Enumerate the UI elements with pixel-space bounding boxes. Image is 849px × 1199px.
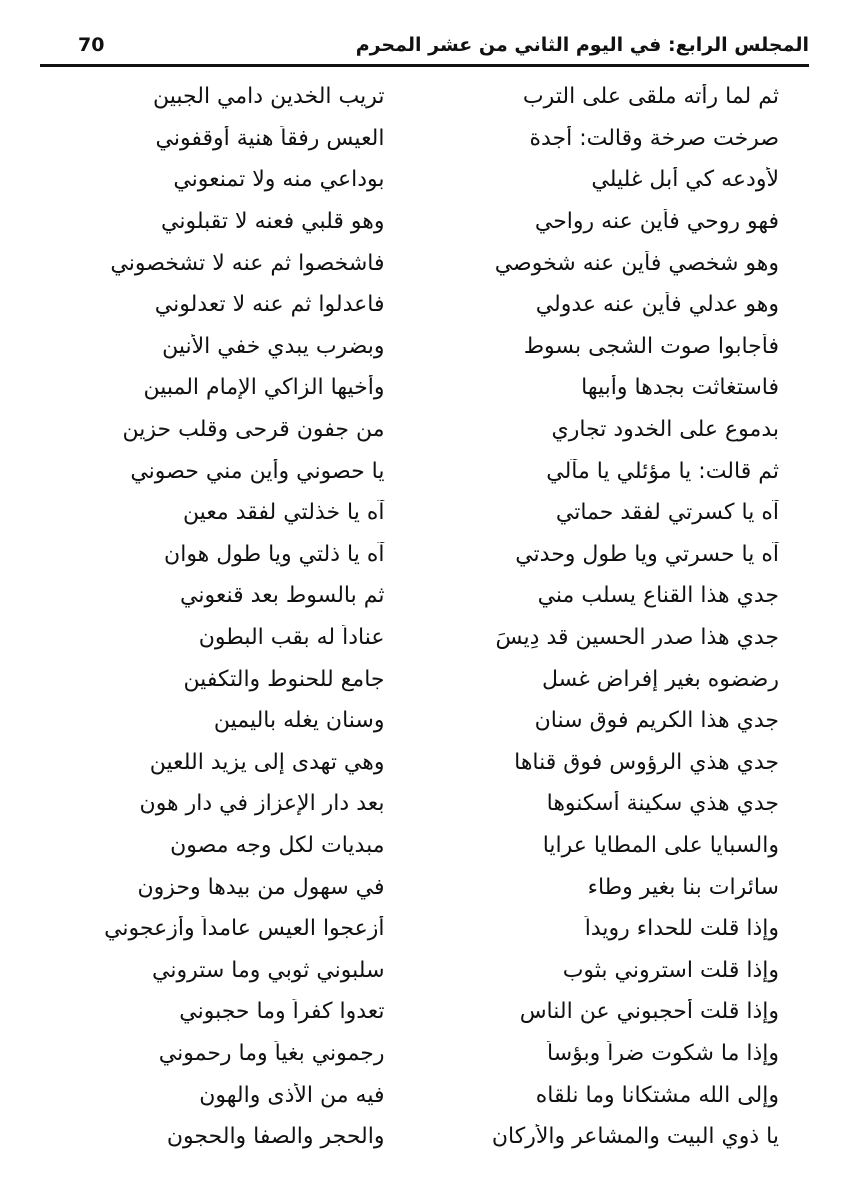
- verse-first-hemistich: فأجابوا صوت الشجى بسوط: [523, 333, 779, 359]
- verse-first-hemistich: آه يا حسرتي ويا طول وحدتي: [515, 541, 779, 567]
- verse-line: [60, 284, 789, 326]
- verse-first-hemistich: وإلى الله مشتكانا وما نلقاه: [535, 1082, 779, 1108]
- verse-line: [60, 201, 789, 243]
- verse-line: [60, 1074, 789, 1116]
- verse-first-hemistich: آه يا كسرتي لفقد حماتي: [555, 500, 779, 526]
- verse-second-hemistich: وبضرب يبدي خفي الأنين: [162, 333, 385, 359]
- verse-second-hemistich: العيس رفقاً هنية أوقفوني: [155, 125, 385, 151]
- verse-first-hemistich: سائرات بنا بغير وطاء: [587, 874, 779, 900]
- verse-second-hemistich: وأخيها الزاكي الإمام المبين: [143, 375, 385, 401]
- verse-second-hemistich: آه يا خذلتي لفقد معين: [182, 500, 385, 526]
- verse-second-hemistich: تعدوا كفراً وما حجبوني: [179, 999, 385, 1025]
- verse-second-hemistich: بعد دار الإعزاز في دار هون: [139, 791, 385, 817]
- verse-line: [60, 367, 789, 409]
- verse-line: [60, 575, 789, 617]
- verse-second-hemistich: رجموني بغياً وما رحموني: [158, 1040, 385, 1066]
- verse-second-hemistich: في سهول من بيدها وحزون: [137, 874, 385, 900]
- verse-second-hemistich: بوداعي منه ولا تمنعوني: [173, 167, 385, 193]
- verse-second-hemistich: أزعجوا العيس عامداً وأزعجوني: [104, 916, 385, 942]
- verse-line: [60, 492, 789, 534]
- page-header: [40, 34, 809, 67]
- verse-second-hemistich: تريب الخدين دامي الجبين: [153, 84, 385, 110]
- verse-second-hemistich: يا حصوني وأين مني حصوني: [130, 458, 385, 484]
- verse-first-hemistich: جدي هذا القناع يسلب مني: [537, 583, 779, 609]
- verse-line: [60, 866, 789, 908]
- verse-line: [60, 700, 789, 742]
- verse-second-hemistich: وسنان يغله باليمين: [213, 708, 385, 734]
- verse-line: [60, 409, 789, 451]
- verse-second-hemistich: سلبوني ثوبي وما ستروني: [151, 957, 385, 983]
- verse-first-hemistich: وإذا قلت أحجبوني عن الناس: [519, 999, 779, 1025]
- verse-line: [60, 159, 789, 201]
- verse-line: [60, 908, 789, 950]
- verse-second-hemistich: والحجر والصفا والحجون: [166, 1124, 385, 1150]
- verse-line: [60, 949, 789, 991]
- verse-first-hemistich: صرخت صرخة وقالت: أجدة: [529, 125, 779, 151]
- verse-second-hemistich: آه يا ذلتي ويا طول هوان: [164, 541, 385, 567]
- verse-line: [60, 118, 789, 160]
- verse-first-hemistich: وإذا قلت للحداء رويداً: [584, 916, 779, 942]
- verse-first-hemistich: وإذا قلت استروني بثوب: [562, 957, 779, 983]
- verse-first-hemistich: جدي هذا الكريم فوق سنان: [534, 708, 779, 734]
- verse-second-hemistich: فاعدلوا ثم عنه لا تعدلوني: [154, 292, 385, 318]
- verse-first-hemistich: جدي هذا صدر الحسين قد دِيسَ: [495, 625, 779, 651]
- verse-line: [60, 658, 789, 700]
- verse-second-hemistich: مبديات لكل وجه مصون: [170, 832, 385, 858]
- verse-second-hemistich: وهو قلبي فعنه لا تقبلوني: [161, 209, 385, 235]
- verse-first-hemistich: وهو شخصي فأين عنه شخوصي: [494, 250, 779, 276]
- verse-first-hemistich: جدي هذي سكينة أسكنوها: [546, 791, 779, 817]
- verse-second-hemistich: وهي تهدى إلى يزيد اللعين: [149, 749, 385, 775]
- verse-first-hemistich: لأودعه كي أبل غليلي: [591, 167, 779, 193]
- verse-line: [60, 742, 789, 784]
- verse-first-hemistich: بدموع على الخدود تجاري: [551, 417, 779, 443]
- verse-first-hemistich: فاستغاثت بجدها وأبيها: [581, 375, 779, 401]
- verse-second-hemistich: عناداً له بقب البطون: [198, 625, 385, 651]
- verse-line: [60, 450, 789, 492]
- verse-second-hemistich: جامع للحنوط والتكفين: [183, 666, 385, 692]
- verse-line: [60, 617, 789, 659]
- running-title: المجلس الرابع: في اليوم الثاني من عشر المحرم: [355, 34, 809, 56]
- verse-first-hemistich: والسبايا على المطايا عرايا: [542, 832, 779, 858]
- verse-second-hemistich: فيه من الأذى والهون: [199, 1082, 385, 1108]
- verse-first-hemistich: وإذا ما شكوت ضراً وبؤساً: [547, 1040, 779, 1066]
- verse-first-hemistich: رضضوه بغير إفراض غسل: [541, 666, 779, 692]
- verse-line: [60, 242, 789, 284]
- verse-first-hemistich: ثم لما رأته ملقى على الترب: [522, 84, 779, 110]
- verse-second-hemistich: من جفون قرحى وقلب حزين: [122, 417, 385, 443]
- verse-line: [60, 534, 789, 576]
- verse-first-hemistich: يا ذوي البيت والمشاعر والأركان: [491, 1124, 779, 1150]
- verse-line: [60, 76, 789, 118]
- poem: [60, 76, 789, 1157]
- verse-line: [60, 991, 789, 1033]
- verse-first-hemistich: فهو روحي فأين عنه رواحي: [534, 209, 779, 235]
- verse-second-hemistich: ثم بالسوط بعد قنعوني: [180, 583, 385, 609]
- verse-second-hemistich: فاشخصوا ثم عنه لا تشخصوني: [110, 250, 385, 276]
- verse-line: [60, 326, 789, 368]
- verse-line: [60, 783, 789, 825]
- verse-line: [60, 1033, 789, 1075]
- verse-first-hemistich: جدي هذي الرؤوس فوق قناها: [514, 749, 779, 775]
- verse-line: [60, 825, 789, 867]
- verse-line: [60, 1116, 789, 1158]
- page-number: 70: [78, 34, 105, 56]
- verse-first-hemistich: وهو عدلي فأين عنه عدولي: [535, 292, 779, 318]
- verse-first-hemistich: ثم قالت: يا مؤئلي يا مآلي: [546, 458, 779, 484]
